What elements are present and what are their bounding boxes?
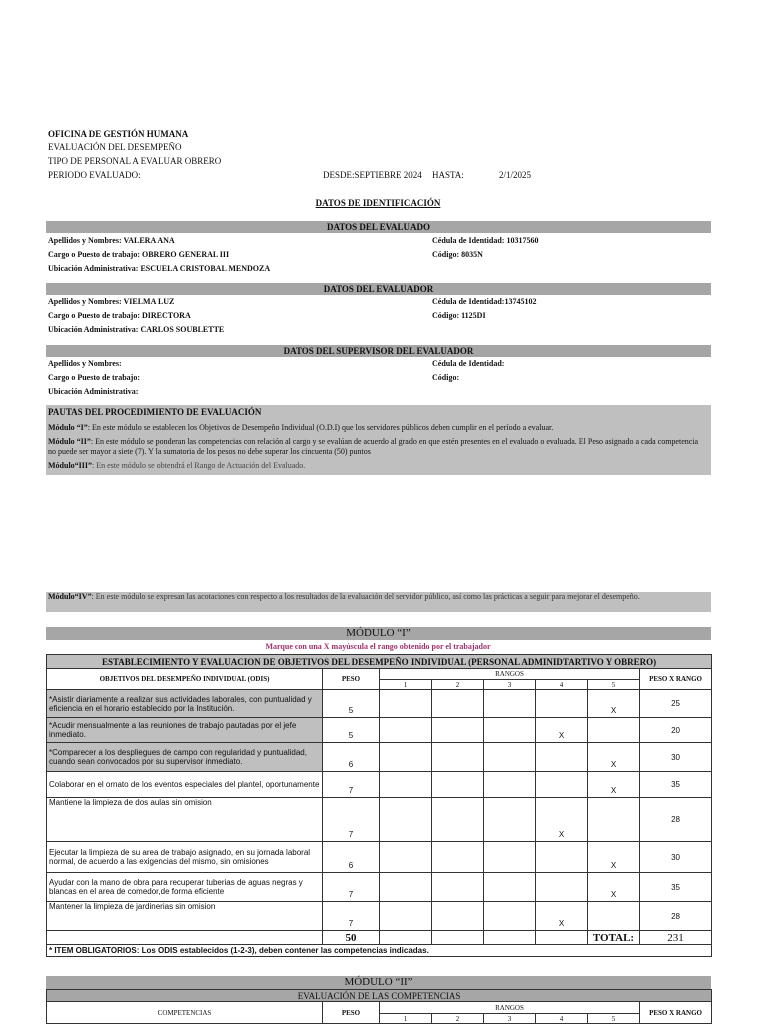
odis-range-cell-1[interactable] (380, 772, 432, 798)
competencias-table (46, 989, 712, 1024)
odis-range-cell-1[interactable] (380, 718, 432, 743)
competencias-col-peso: PESO (323, 1002, 380, 1024)
odis-objective-text: *Acudir mensualmente a las reuniones de trabajo pautadas por el jefe inmediato. (47, 718, 323, 743)
supervisor-cedula: Cédula de Identidad: (432, 359, 505, 368)
pautas-m4-label: Módulo“IV” (48, 592, 92, 601)
odis-peso-x-rango: 25 (640, 690, 712, 718)
odis-range-cell-2[interactable] (432, 772, 484, 798)
odis-range-cell-4[interactable] (536, 873, 588, 902)
evaluador-ubicacion: Ubicación Administrativa: CARLOS SOUBLETTE (48, 325, 225, 334)
odis-objective-text: *Asistir diariamente a realizar sus actividades laborales, con puntualidad y eficiencia en el horario establecido por la Institución. (47, 690, 323, 718)
period-label: PERIODO EVALUADO: (48, 170, 141, 180)
odis-row (47, 902, 712, 931)
odis-sum-peso: 50 (323, 931, 380, 945)
odis-range-cell-4[interactable]: X (536, 718, 588, 743)
odis-range-5: 5 (588, 680, 640, 690)
modulo-1-band: MÓDULO “I” (46, 627, 711, 640)
odis-row (47, 690, 712, 718)
odis-objective-text: Mantener la limpieza de jardinerias sin omision (47, 902, 323, 931)
odis-objective-text: Ayudar con la mano de obra para recuperar tuberias de aguas negras y blancas en el area de comedor,de forma eficiente (47, 873, 323, 902)
odis-header-row (47, 669, 712, 680)
odis-peso-x-rango: 30 (640, 842, 712, 873)
odis-table-title: ESTABLECIMIENTO Y EVALUACION DE OBJETIVOS DEL DESEMPEÑO INDIVIDUAL (PERSONAL ADMINIDTARTIVO Y OBRERO) (47, 655, 712, 669)
odis-col-peso: PESO (323, 669, 380, 690)
pautas-modulo-4 (48, 592, 708, 602)
odis-sum-row (47, 931, 712, 945)
odis-sum-blank-4 (536, 931, 588, 945)
odis-range-cell-4[interactable] (536, 743, 588, 772)
odis-range-cell-5[interactable] (588, 798, 640, 842)
office-title: OFICINA DE GESTIÓN HUMANA (48, 129, 189, 139)
odis-peso: 7 (323, 902, 380, 931)
supervisor-nombres: Apellidos y Nombres: (48, 359, 122, 368)
odis-peso-x-rango: 20 (640, 718, 712, 743)
odis-range-cell-3[interactable] (484, 842, 536, 873)
competencias-header-row (47, 1002, 712, 1014)
evaluado-band: DATOS DEL EVALUADO (46, 221, 711, 233)
odis-col-rangos: RANGOS (380, 669, 640, 680)
odis-peso-x-rango: 30 (640, 743, 712, 772)
pautas-modulo-3 (48, 461, 708, 471)
odis-row (47, 743, 712, 772)
competencias-range-4: 4 (536, 1014, 588, 1024)
odis-range-cell-5[interactable]: X (588, 772, 640, 798)
odis-peso: 5 (323, 718, 380, 743)
pautas-m1-label: Módulo “I” (48, 423, 88, 432)
odis-range-2: 2 (432, 680, 484, 690)
odis-range-cell-2[interactable] (432, 690, 484, 718)
odis-range-cell-3[interactable] (484, 798, 536, 842)
odis-total-value: 231 (640, 931, 712, 945)
supervisor-ubicacion: Ubicación Administrativa: (48, 387, 139, 396)
modulo-2-band: MÓDULO “II” (46, 976, 711, 989)
odis-range-cell-1[interactable] (380, 743, 432, 772)
odis-range-cell-2[interactable] (432, 743, 484, 772)
evaluador-cargo: Cargo o Puesto de trabajo: DIRECTORA (48, 311, 191, 320)
odis-range-cell-5[interactable]: X (588, 690, 640, 718)
odis-row (47, 798, 712, 842)
odis-range-cell-4[interactable]: X (536, 902, 588, 931)
odis-objective-text: Colaborar en el ornato de los eventos especiales del plantel, oportunamente (47, 772, 323, 798)
personnel-type: TIPO DE PERSONAL A EVALUAR OBRERO (48, 156, 222, 166)
odis-peso: 7 (323, 772, 380, 798)
odis-range-cell-2[interactable] (432, 718, 484, 743)
odis-peso: 6 (323, 842, 380, 873)
odis-range-1: 1 (380, 680, 432, 690)
pautas-m1-text: : En este módulo se establecen los Objetivos de Desempeño Individual (O.D.I) que los servidores públicos deben cumplir en el período a evaluar. (87, 423, 554, 432)
odis-range-cell-3[interactable] (484, 690, 536, 718)
competencias-col-competencias: COMPETENCIAS (47, 1002, 323, 1024)
odis-sum-blank-3 (484, 931, 536, 945)
odis-objective-text: Ejecutar la limpieza de su area de trabajo asignado, en su jornada laboral normal, de acuerdo a las exigencias del mismo, sin omisiones (47, 842, 323, 873)
supervisor-cargo: Cargo o Puesto de trabajo: (48, 373, 140, 382)
odis-range-cell-1[interactable] (380, 798, 432, 842)
odis-range-cell-1[interactable] (380, 842, 432, 873)
evaluador-nombres: Apellidos y Nombres: VIELMA LUZ (48, 297, 175, 306)
odis-range-cell-3[interactable] (484, 718, 536, 743)
odis-range-cell-1[interactable] (380, 873, 432, 902)
pautas-modulo-1 (48, 423, 708, 433)
odis-sum-blank-1 (380, 931, 432, 945)
competencias-col-rangos: RANGOS (380, 1002, 640, 1014)
odis-col-pesoxrango: PESO X RANGO (640, 669, 712, 690)
odis-range-cell-5[interactable] (588, 902, 640, 931)
period-desde: DESDE:SEPTIEBRE 2024 (323, 170, 422, 180)
odis-note: * ITEM OBLIGATORIOS: Los ODIS establecidos (1-2-3), deben contener las competencias indicadas. (47, 945, 712, 957)
odis-range-cell-5[interactable]: X (588, 743, 640, 772)
odis-row (47, 842, 712, 873)
odis-range-cell-2[interactable] (432, 798, 484, 842)
odis-sum-empty (47, 931, 323, 945)
odis-row (47, 772, 712, 798)
evaluador-band: DATOS DEL EVALUADOR (46, 283, 711, 295)
period-hasta-label: HASTA: (432, 170, 464, 180)
odis-range-cell-4[interactable]: X (536, 798, 588, 842)
pautas-modulo-2 (48, 437, 708, 457)
competencias-col-pesoxrango: PESO X RANGO (640, 1002, 712, 1024)
odis-peso: 7 (323, 798, 380, 842)
odis-range-cell-2[interactable] (432, 842, 484, 873)
odis-range-cell-3[interactable] (484, 772, 536, 798)
competencias-range-2: 2 (432, 1014, 484, 1024)
competencias-range-3: 3 (484, 1014, 536, 1024)
odis-range-cell-4[interactable] (536, 690, 588, 718)
evaluado-nombres: Apellidos y Nombres: VALERA ANA (48, 236, 175, 245)
odis-range-cell-1[interactable] (380, 902, 432, 931)
identificacion-title: DATOS DE IDENTIFICACIÓN (315, 198, 441, 208)
evaluado-cedula: Cédula de Identidad: 10317560 (432, 236, 539, 245)
odis-peso: 6 (323, 743, 380, 772)
competencias-subtitle-row (47, 990, 712, 1002)
odis-sum-blank-2 (432, 931, 484, 945)
evaluador-codigo: Código: 1125DI (432, 311, 486, 320)
odis-table (46, 654, 712, 957)
supervisor-band: DATOS DEL SUPERVISOR DEL EVALUADOR (46, 345, 711, 357)
odis-range-cell-5[interactable] (588, 718, 640, 743)
odis-peso-x-rango: 28 (640, 798, 712, 842)
pautas-m3-label: Módulo“III” (48, 461, 93, 470)
odis-range-3: 3 (484, 680, 536, 690)
evaluador-cedula: Cédula de Identidad:13745102 (432, 297, 537, 306)
odis-objective-text: *Comparecer a los despliegues de campo con regularidad y puntualidad, cuando sean convocados por su supervisor inmediato. (47, 743, 323, 772)
evaluado-ubicacion: Ubicación Administrativa: ESCUELA CRISTOBAL MENDOZA (48, 264, 271, 273)
odis-range-cell-2[interactable] (432, 873, 484, 902)
odis-row (47, 718, 712, 743)
odis-peso: 7 (323, 873, 380, 902)
pautas-m4-text: : En este módulo se expresan las acotaciones con respecto a los resultados de la evaluación del servidor público, así como las prácticas a seguir para mejorar el desempeño. (91, 592, 640, 601)
pautas-m2-label: Módulo “II” (48, 437, 91, 446)
odis-peso-x-rango: 35 (640, 772, 712, 798)
odis-objective-text: Mantiene la limpieza de dos aulas sin omision (47, 798, 323, 842)
odis-range-cell-5[interactable]: X (588, 873, 640, 902)
odis-col-objetivos: OBJETIVOS DEL DESEMPEÑO INDIVIDUAL (ODIS) (47, 669, 323, 690)
odis-range-cell-2[interactable] (432, 902, 484, 931)
pautas-title: PAUTAS DEL PROCEDIMIENTO DE EVALUACIÓN (48, 407, 262, 417)
odis-range-cell-4[interactable] (536, 772, 588, 798)
period-hasta-value: 2/1/2025 (499, 170, 532, 180)
evaluation-title: EVALUACIÓN DEL DESEMPEÑO (48, 142, 182, 152)
pautas-m2-text: : En este módulo se ponderan las competencias con relación al cargo y se evalúan de acuerdo al grado en que estén presentes en el evaluado o evaluada. El Peso asignado a cada competencia no puede ser mayor a siete (7). Y la sumatoria de los pesos no debe superar los cincuenta (50) puntos (48, 437, 699, 456)
modulo-1-instruction: Marque con una X mayúscula el rango obtenido por el trabajador (265, 642, 491, 651)
odis-note-row (47, 945, 712, 957)
competencias-range-1: 1 (380, 1014, 432, 1024)
odis-range-cell-1[interactable] (380, 690, 432, 718)
supervisor-codigo: Código: (432, 373, 460, 382)
odis-range-cell-3[interactable] (484, 743, 536, 772)
odis-peso-x-rango: 35 (640, 873, 712, 902)
odis-range-cell-3[interactable] (484, 873, 536, 902)
evaluado-codigo: Código: 8035N (432, 250, 483, 259)
odis-range-4: 4 (536, 680, 588, 690)
odis-table-title-row (47, 655, 712, 669)
odis-range-cell-4[interactable] (536, 842, 588, 873)
odis-range-cell-3[interactable] (484, 902, 536, 931)
odis-peso-x-rango: 28 (640, 902, 712, 931)
competencias-subtitle: EVALUACIÓN DE LAS COMPETENCIAS (47, 990, 712, 1002)
evaluado-cargo: Cargo o Puesto de trabajo: OBRERO GENERAL III (48, 250, 230, 259)
odis-total-label: TOTAL: (588, 931, 640, 945)
odis-peso: 5 (323, 690, 380, 718)
odis-range-cell-5[interactable]: X (588, 842, 640, 873)
pautas-m3-text: : En este módulo se obtendrá el Rango de Actuación del Evaluado. (92, 461, 306, 470)
odis-row (47, 873, 712, 902)
competencias-range-5: 5 (588, 1014, 640, 1024)
